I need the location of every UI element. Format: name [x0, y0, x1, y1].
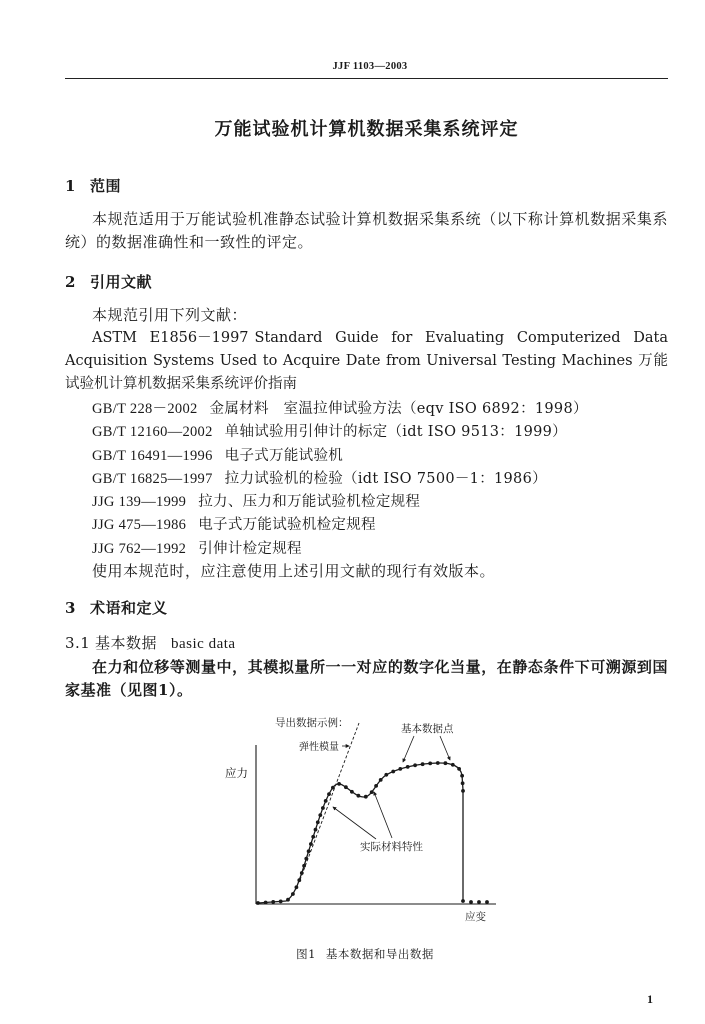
label-stress: 应力: [225, 766, 248, 780]
section-1-paragraph: 本规范适用于万能试验机准静态试验计算机数据采集系统（以下称计算机数据采集系统）的数据准确性和一致性的评定。: [65, 210, 668, 251]
basic-data-point: [302, 864, 306, 868]
basic-data-point: [337, 782, 341, 786]
section-2-number: 2: [65, 273, 76, 291]
section-2-title: 引用文献: [90, 273, 153, 291]
basic-data-point: [406, 765, 410, 769]
basic-data-point: [457, 767, 461, 771]
section-3-heading: [65, 597, 668, 620]
label-basic-data-points: 基本数据点: [401, 723, 454, 735]
basic-data-point: [331, 786, 335, 790]
reference-code: GB/T 12160—2002: [92, 424, 213, 441]
section-2-heading: [65, 271, 668, 294]
reference-item: [92, 421, 668, 444]
reference-code: JJG 139—1999: [92, 494, 187, 511]
figure-caption-text: 基本数据和导出数据: [325, 947, 434, 961]
label-strain: 应变: [465, 911, 486, 923]
reference-title: 拉力试验机的检验（idt ISO 7500－1：1986）: [224, 470, 547, 487]
section-2-closing: 使用本规范时，应注意使用上述引用文献的现行有效版本。: [92, 562, 496, 580]
basic-data-point: [428, 762, 432, 766]
term-name-english: basic data: [171, 636, 236, 652]
basic-data-point: [316, 820, 320, 824]
basic-data-point: [264, 901, 268, 905]
basic-data-point: [297, 878, 301, 882]
basic-data-point: [461, 899, 465, 903]
reference-title: 拉力、压力和万能试验机检定规程: [198, 494, 421, 511]
figure-caption-number: 图1: [296, 947, 316, 961]
reference-title: Standard Guide for Evaluating Computerized Data Acquisition Systems Used to Acquire Date from Universal Testing Machines 万能试验机计算机数据采集系统评价指南: [65, 330, 668, 392]
basic-data-point: [327, 792, 331, 796]
section-3-number: 3: [65, 599, 76, 617]
reference-title: 单轴试验用引伸计的标定（idt ISO 9513：1999）: [224, 424, 567, 441]
basic-data-point: [421, 762, 425, 766]
basic-data-point: [460, 774, 464, 778]
page-number: 1: [647, 992, 653, 1006]
basic-data-point: [477, 900, 481, 904]
basic-data-points: [256, 761, 489, 905]
basic-data-point: [311, 835, 315, 839]
section-3-title: 术语和定义: [90, 599, 168, 617]
basic-data-point: [324, 799, 328, 803]
basic-data-point: [398, 767, 402, 771]
reference-title: 电子式万能试验机检定规程: [198, 517, 376, 534]
actual-material-curve: [258, 763, 463, 903]
basic-data-point: [444, 761, 448, 765]
reference-list: [92, 398, 668, 561]
term-3-1-definition: 在力和位移等测量中，其模拟量所一一对应的数字化当量，在静态条件下可溯源到国家基准（见图1）。: [65, 658, 668, 699]
basic-data-point: [309, 842, 313, 846]
reference-item: [92, 398, 668, 421]
basic-points-pointer-1: [403, 736, 414, 762]
basic-data-point: [279, 900, 283, 904]
reference-item: [92, 538, 668, 561]
reference-code: GB/T 16491—1996: [92, 447, 213, 464]
basic-data-point: [350, 790, 354, 794]
reference-code: GB/T 16825—1997: [92, 470, 213, 487]
figure-caption: [205, 944, 525, 964]
basic-data-point: [485, 900, 489, 904]
basic-data-point: [461, 789, 465, 793]
reference-code: ASTM E1856－1997: [92, 330, 249, 346]
document-title: 万能试验机计算机数据采集系统评定: [214, 119, 519, 140]
basic-data-point: [384, 773, 388, 777]
basic-data-point: [318, 813, 322, 817]
reference-code: JJG 762—1992: [92, 540, 187, 557]
section-1-title: 范围: [90, 177, 122, 195]
running-header-code: JJF 1103—2003: [332, 61, 408, 72]
basic-data-point: [321, 806, 325, 810]
section-1-number: 1: [65, 177, 76, 195]
reference-title: 电子式万能试验机: [224, 447, 344, 464]
section-2-intro: 本规范引用下列文献：: [92, 306, 248, 324]
header-rule: [65, 78, 668, 79]
term-3-1-heading: [65, 632, 668, 656]
basic-data-point: [374, 784, 378, 788]
basic-data-point: [370, 790, 374, 794]
basic-data-point: [304, 857, 308, 861]
basic-data-point: [314, 828, 318, 832]
basic-data-point: [436, 761, 440, 765]
basic-data-point: [300, 871, 304, 875]
reference-code: GB/T 228－2002: [92, 401, 198, 417]
basic-data-point: [364, 795, 368, 799]
basic-data-point: [391, 770, 395, 774]
basic-data-point: [379, 778, 383, 782]
reference-item-astm: [65, 327, 668, 396]
basic-data-point: [291, 892, 295, 896]
reference-item: [92, 514, 668, 537]
reference-item: [92, 468, 668, 491]
basic-data-point: [307, 849, 311, 853]
term-number: 3.1: [65, 634, 91, 652]
section-1-heading: [65, 175, 668, 198]
term-name: 基本数据: [95, 634, 158, 652]
basic-data-point: [271, 900, 275, 904]
basic-data-point: [357, 794, 361, 798]
label-elastic-modulus: 弹性模量: [299, 742, 339, 753]
reference-code: JJG 475—1986: [92, 517, 187, 534]
reference-title: 金属材料 室温拉伸试验方法（eqv ISO 6892：1998）: [209, 401, 588, 417]
reference-item: [92, 445, 668, 468]
basic-data-point: [256, 901, 260, 905]
basic-data-point: [461, 781, 465, 785]
basic-data-point: [286, 898, 290, 902]
label-actual-material-behavior: 实际材料特性: [360, 841, 423, 853]
basic-data-point: [344, 785, 348, 789]
reference-title: 引伸计检定规程: [198, 540, 302, 557]
label-derived-example: 导出数据示例：: [275, 717, 349, 729]
reference-item: [92, 491, 668, 514]
basic-data-point: [295, 885, 299, 889]
basic-data-point: [413, 763, 417, 767]
material-behavior-pointer-2: [374, 792, 392, 838]
basic-vs-derived-data-figure: [205, 705, 505, 935]
material-behavior-pointer-1: [333, 807, 376, 839]
basic-points-pointer-2: [440, 736, 450, 760]
basic-data-point: [469, 900, 473, 904]
basic-data-point: [451, 763, 455, 767]
